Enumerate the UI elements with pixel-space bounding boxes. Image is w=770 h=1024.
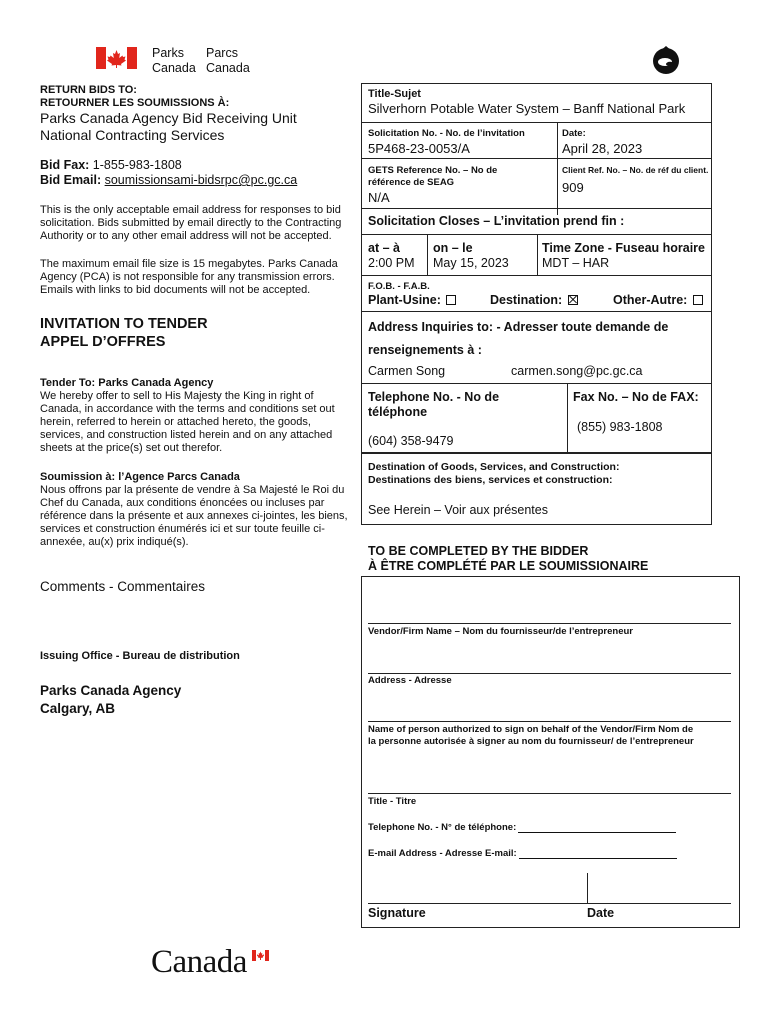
parks-canada-beaver-icon xyxy=(650,43,682,75)
telephone-label: Telephone No. - No de téléphone xyxy=(368,390,500,419)
bid-email: Bid Email: soumissionsami-bidsrpc@pc.gc.ca xyxy=(40,173,298,187)
date-label: Date: xyxy=(562,128,586,139)
at-value: 2:00 PM xyxy=(368,256,415,270)
telephone-value: (604) 358-9479 xyxy=(368,434,454,448)
date-value: April 28, 2023 xyxy=(562,141,643,156)
vendor-name-label: Vendor/Firm Name – Nom du fournisseur/de l’entrepreneur xyxy=(368,626,634,637)
client-ref-value: 909 xyxy=(562,180,584,195)
time-zone-value: MDT – HAR xyxy=(542,256,610,270)
solicitation-closes-label: Solicitation Closes – L’invitation prend fin : xyxy=(368,214,625,228)
gets-label: GETS Reference No. – No de référence de SEAG xyxy=(368,165,498,188)
issuing-office-label: Issuing Office - Bureau de distribution xyxy=(40,650,240,662)
fax-label: Fax No. – No de FAX: xyxy=(573,390,699,404)
other-checkbox[interactable] xyxy=(693,295,703,305)
at-label: at – à xyxy=(368,241,400,255)
soumission-block: Soumission à: l’Agence Parcs Canada Nous offrons par la présente de vendre à Sa Majesté le Roi du Chef du Canada, aux conditions énoncées ou incluses par référence dans la présente et aux annexes ci-jointes, les biens, services et construction énumérés ici et sur toute feuille ci-annexée, au(x) prix indiqué(s). xyxy=(40,471,348,548)
bidder-heading: TO BE COMPLETED BY THE BIDDER À ÊTRE COMPLÉTÉ PAR LE SOUMISSIONAIRE xyxy=(368,544,649,573)
parcs-canada-fr-wordmark: Parcs Canada xyxy=(206,46,250,75)
title-value: Silverhorn Potable Water System – Banff National Park xyxy=(368,101,686,116)
client-ref-label: Client Ref. No. – No. de réf du client. xyxy=(562,165,709,175)
address-inquiries-label: Address Inquiries to: - Adresser toute demande de renseignements à : xyxy=(368,320,669,357)
destination-goods-label: Destination of Goods, Services, and Construction: Destinations des biens, services et construction: xyxy=(368,461,620,486)
date-field[interactable] xyxy=(589,874,731,902)
address-label: Address - Adresse xyxy=(368,675,452,686)
telephone-field-label: Telephone No. - N° de téléphone: xyxy=(368,822,676,833)
tender-to-block: Tender To: Parks Canada Agency We hereby offer to sell to His Majesty the King in right of Canada, in accordance with the terms and conditions set out herein, referred to herein or attached hereto, the goods, services, and construction listed herein and on any attached sheets at the price(s) set out therefor. xyxy=(40,377,335,454)
return-bids-heading: RETURN BIDS TO: RETOURNER LES SOUMISSIONS À: xyxy=(40,84,230,109)
parks-canada-en-wordmark: Parks Canada xyxy=(152,46,196,75)
invitation-title: INVITATION TO TENDER APPEL D’OFFRES xyxy=(40,316,208,350)
time-zone-label: Time Zone - Fuseau horaire xyxy=(542,241,706,255)
email-note: This is the only acceptable email address for responses to bid solicitation. Bids submitted by email directly to the Contracting Authority or to any other email address will not be accepted. xyxy=(40,204,342,242)
gets-value: N/A xyxy=(368,190,390,205)
telephone-field[interactable] xyxy=(518,822,676,833)
fax-value: (855) 983-1808 xyxy=(577,420,663,434)
signature-label: Signature xyxy=(368,906,426,920)
canada-wordmark: Canada xyxy=(151,944,247,980)
fob-other-option[interactable]: Other-Autre: xyxy=(613,293,703,308)
bid-email-link[interactable]: soumissionsami-bidsrpc@pc.gc.ca xyxy=(104,173,298,187)
email-field[interactable] xyxy=(519,848,677,859)
destination-checkbox-checked[interactable] xyxy=(568,295,578,305)
comments-label: Comments - Commentaires xyxy=(40,579,206,594)
title-field[interactable] xyxy=(368,765,731,792)
file-size-note: The maximum email file size is 15 megabytes. Parks Canada Agency (PCA) is not responsible for any transmission errors. Emails with links to bid documents will not be accepted. xyxy=(40,258,338,296)
signature-field[interactable] xyxy=(368,874,586,902)
solicitation-no-label: Solicitation No. - No. de l’invitation xyxy=(368,128,525,139)
bid-fax: Bid Fax: 1-855-983-1808 xyxy=(40,158,182,172)
title-titre-label-text: Title - Titre xyxy=(368,796,417,807)
title-label: Title-Sujet xyxy=(368,88,421,100)
on-label: on – le xyxy=(433,241,473,255)
email-field-label: E-mail Address - Adresse E-mail: xyxy=(368,848,677,859)
date-field-label: Date xyxy=(587,906,615,920)
contact-name: Carmen Song xyxy=(368,364,446,378)
solicitation-no-value: 5P468-23-0053/A xyxy=(368,141,470,156)
fob-destination-option[interactable]: Destination: xyxy=(490,293,578,308)
authorized-person-label: Name of person authorized to sign on behalf of the Vendor/Firm Nom de la personne autorisée à signer au nom du fournisseur/ de l’entrepreneur xyxy=(368,724,694,747)
bid-receiving-unit: Parks Canada Agency Bid Receiving Unit National Contracting Services xyxy=(40,110,297,143)
canada-wordmark-flag-icon xyxy=(252,948,269,959)
destination-goods-value: See Herein – Voir aux présentes xyxy=(368,503,548,517)
on-value: May 15, 2023 xyxy=(433,256,509,270)
vendor-name-field[interactable] xyxy=(368,590,731,622)
plant-checkbox[interactable] xyxy=(446,295,456,305)
fob-label: F.O.B. - F.A.B. xyxy=(368,281,430,292)
issuing-office: Parks Canada Agency Calgary, AB xyxy=(40,683,182,716)
canada-flag-icon xyxy=(96,47,137,69)
fob-plant-option[interactable]: Plant-Usine: xyxy=(368,293,456,308)
contact-email[interactable]: carmen.song@pc.gc.ca xyxy=(511,364,643,378)
authorized-person-field[interactable] xyxy=(368,690,731,720)
address-field[interactable] xyxy=(368,640,731,672)
